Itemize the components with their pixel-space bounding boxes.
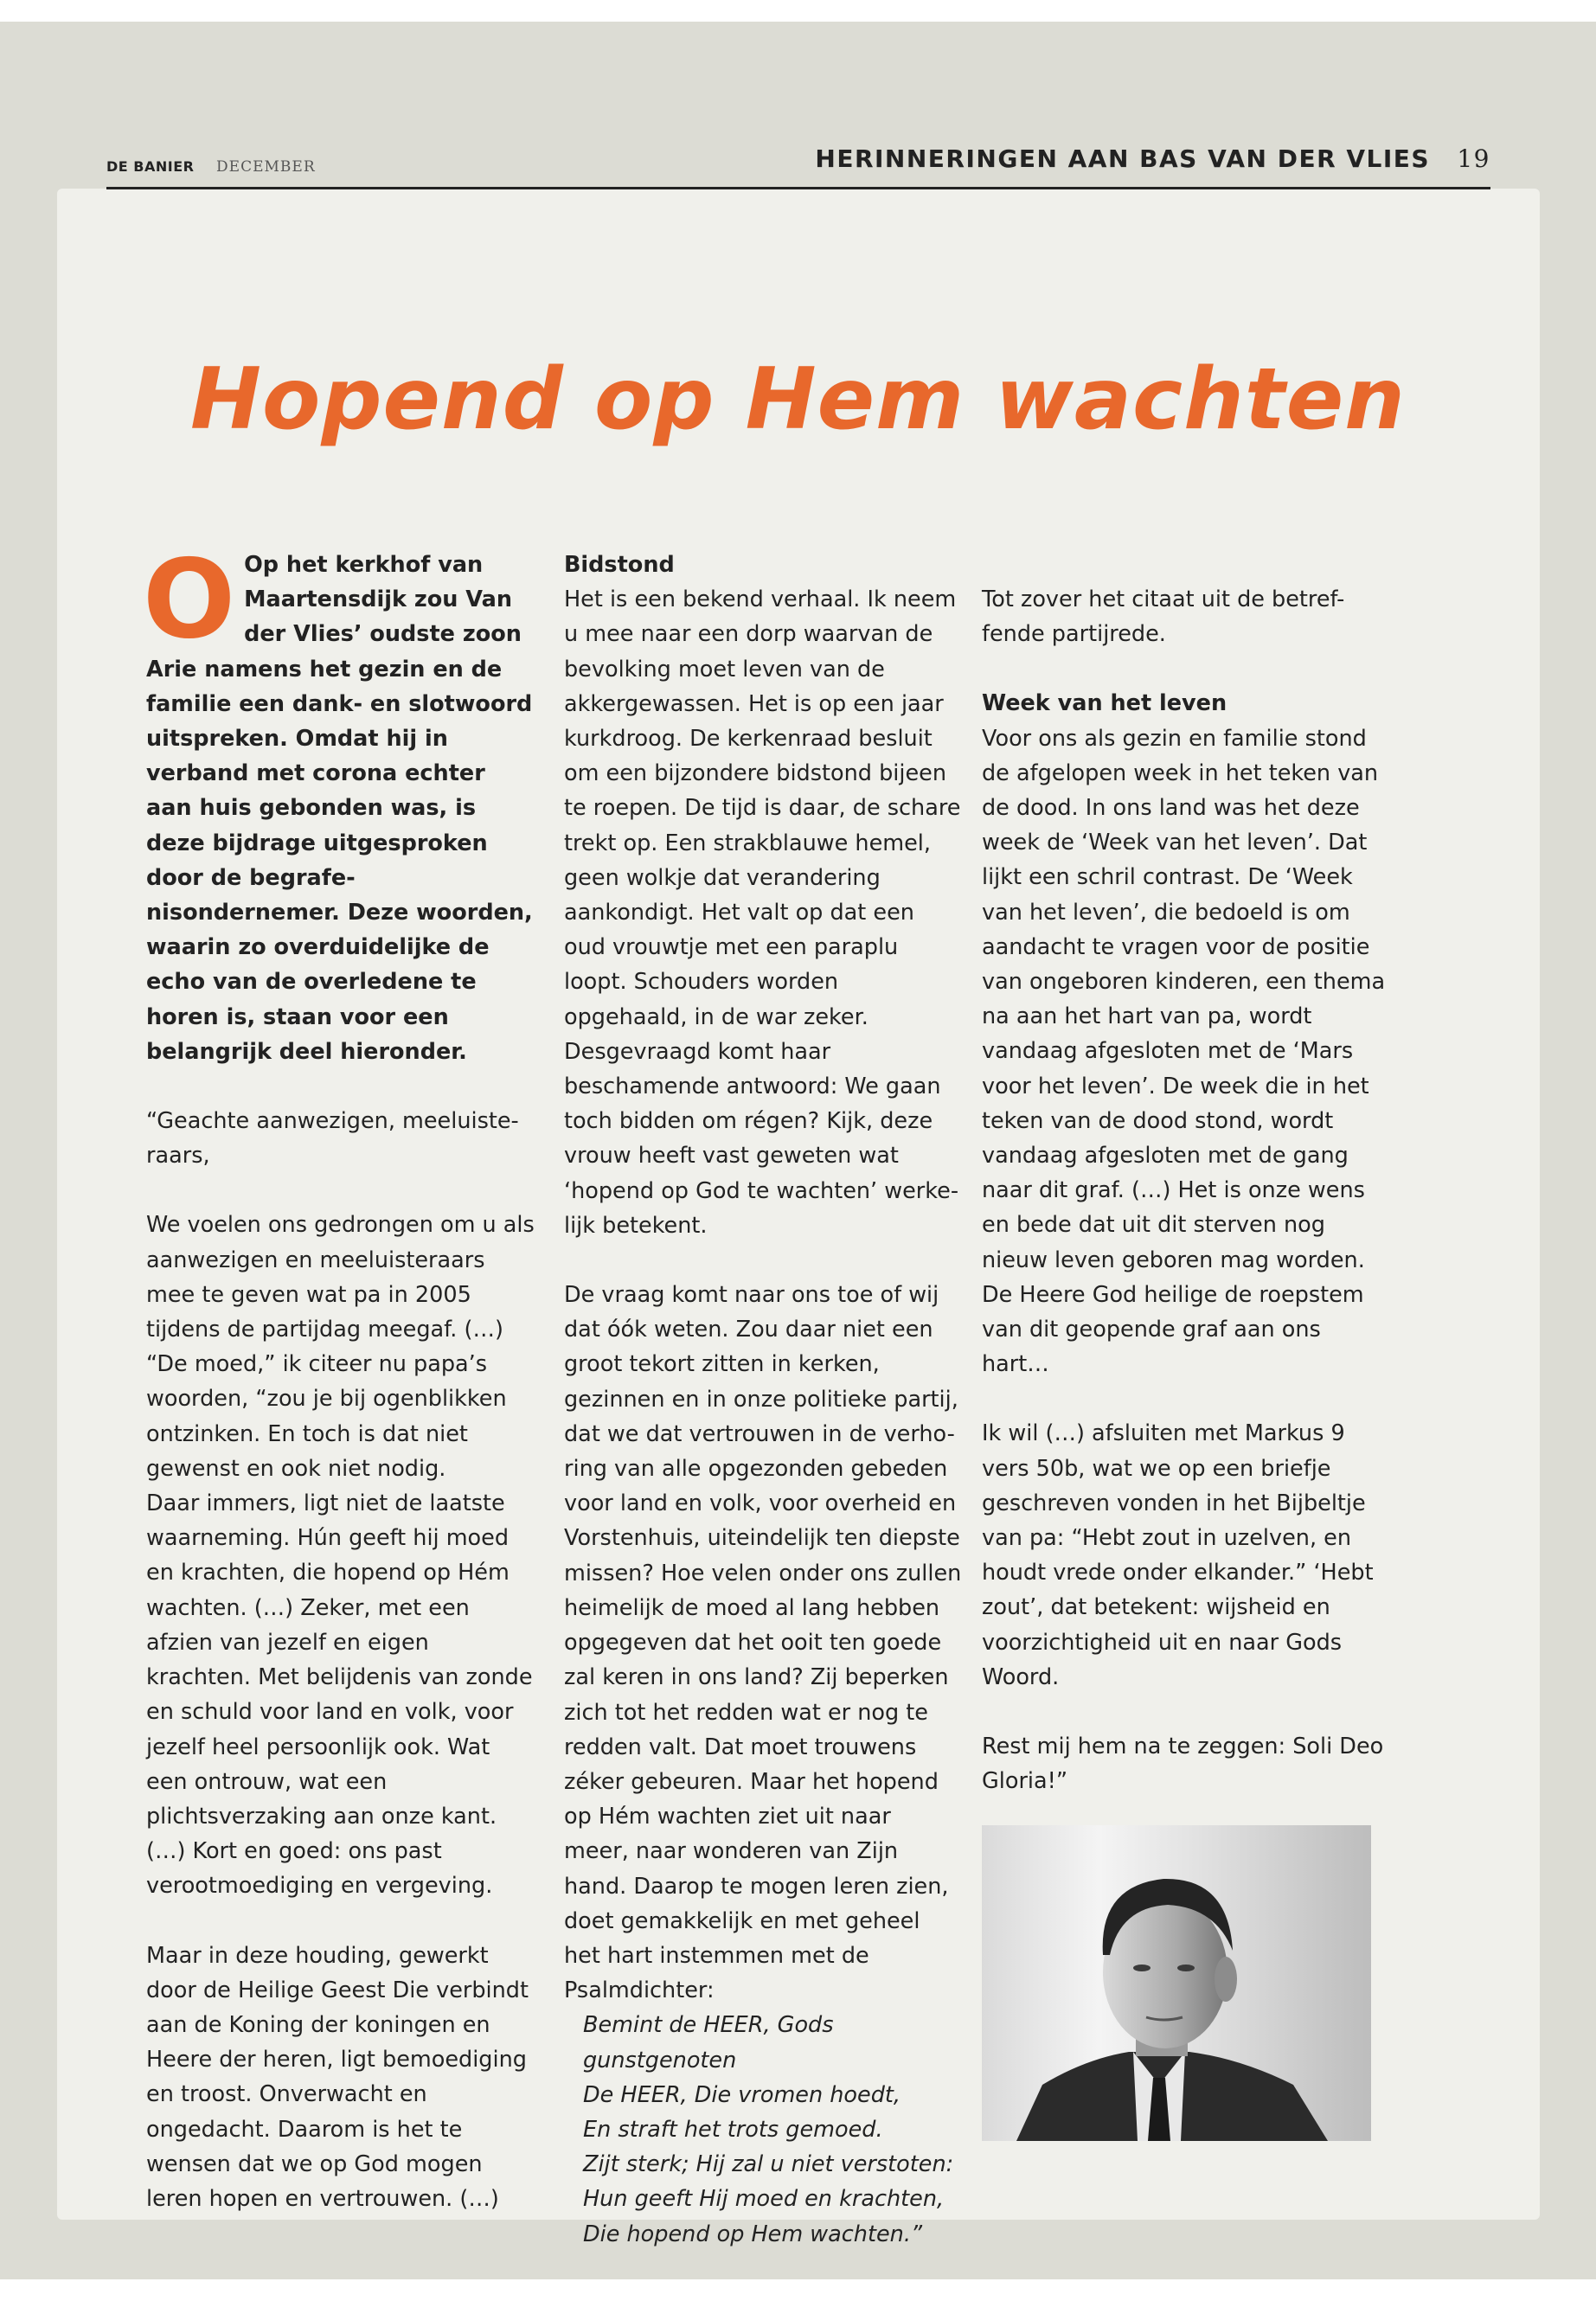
paragraph: Tot zover het citaat uit de betref-fende partijrede. — [982, 586, 1345, 648]
publication-name: DE BANIER — [106, 158, 195, 175]
section-title: HERINNERINGEN AAN BAS VAN DER VLIES — [815, 144, 1431, 173]
subheading-bidstond: Bidstond — [564, 552, 675, 578]
issue-month: DECEMBER — [216, 158, 316, 176]
header-divider — [106, 187, 1490, 189]
subheading-week-van-het-leven: Week van het leven — [982, 690, 1227, 717]
lead-paragraph: O Op het kerkhof van Maartensdijk zou Van der Vlies’ oudste zoon Arie namens het gezin en de familie een dank- en slotwoord uitspreken. Omdat hij in verband met corona echter aan huis gebonden was, is deze bijdrage uitgesproken door de begrafe-nisondernemer. Deze woorden, waarin zo overduidelijke de echo van de overledene te horen is, staan voor een belangrijk deel hieronder. — [143, 535, 533, 1065]
column-2 — [564, 548, 962, 2252]
paragraph: Rest mij hem na te zeggen: Soli Deo Gloria!” — [982, 1734, 1384, 1795]
column-3 — [982, 548, 1388, 1799]
article-title: Hopend op Hem wachten — [190, 350, 1406, 449]
column-1 — [143, 535, 537, 2216]
paragraph: Het is een bekend verhaal. Ik neem u mee naar een dorp waarvan de bevolking moet leven van de akkergewassen. Het is op een jaar kurkdroog. De kerkenraad besluit om een bijzondere bidstond bijeen te roepen. De tijd is daar, de schare trekt op. Een strakblauwe hemel, geen wolkje dat verandering aankondigt. Het valt op dat een oud vrouwtje met een paraplu loopt. Schouders worden opgehaald, in de war zeker. Desgevraagd komt haar beschamende antwoord: We gaan toch bidden om régen? Kijk, deze vrouw heeft vast geweten wat ‘hopend op God te wachten’ werke-lijk betekent. — [564, 586, 961, 1239]
paragraph: Maar in deze houding, gewerkt door de Heilige Geest Die verbindt aan de Koning der koningen en Heere der heren, ligt bemoediging en troost. Onverwacht en ongedacht. Daarom is het te wensen dat we op God mogen leren hopen en vertrouwen. (…) — [146, 1942, 529, 2212]
poem-line: En straft het trots gemoed. — [583, 2116, 883, 2143]
poem-line: De HEER, Die vromen hoedt, — [583, 2081, 901, 2108]
poem-line: Zijt sterk; Hij zal u niet verstoten: — [583, 2151, 954, 2178]
paragraph: Daar immers, ligt niet de laatste waarneming. Hún geeft hij moed en krachten, die hopend op Hém wachten. (…) Zeker, met een afzien van jezelf en eigen krachten. Met belijdenis van zonde en schuld voor land en volk, voor jezelf heel persoonlijk ook. Wat een ontrouw, wat een plichtsverzaking aan onze kant. (…) Kort en goed: ons past verootmoediging en vergeving. — [146, 1490, 533, 1900]
psalm-quote — [564, 2008, 962, 2251]
poem-line: Bemint de HEER, Gods gunstgenoten — [583, 2012, 834, 2073]
paragraph: “Geachte aanwezigen, meeluiste-raars, — [146, 1108, 519, 1170]
paragraph: Ik wil (…) afsluiten met Markus 9 vers 50b, wat we op een briefje geschreven vonden in het Bijbeltje van pa: “Hebt zout in uzelven, en houdt vrede onder elkander.” ‘Hebt zout’, dat betekent: wijsheid en voorzichtigheid uit en naar Gods Woord. — [982, 1420, 1374, 1690]
page-number: 19 — [1457, 144, 1490, 173]
paragraph: Voor ons als gezin en familie stond de afgelopen week in het teken van de dood. In ons land was het deze week de ‘Week van het leven’. Dat lijkt een schril contrast. De ‘Week van het leven’, die bedoeld is om aandacht te vragen voor de positie van ongeboren kinderen, een thema na aan het hart van pa, wordt vandaag afgesloten met de ‘Mars voor het leven’. De week die in het teken van de dood stond, wordt vandaag afgesloten met de gang naar dit graf. (…) Het is onze wens en bede dat uit dit sterven nog nieuw leven geboren mag worden. De Heere God heilige de roepstem van dit geopende graf aan ons hart… — [982, 725, 1386, 1378]
running-header-right — [815, 144, 1490, 173]
running-header-left — [106, 158, 316, 176]
poem-line: Die hopend op Hem wachten.” — [583, 2221, 923, 2247]
paragraph: We voelen ons gedrongen om u als aanwezigen en meeluisteraars mee te geven wat pa in 2005 tijdens de partijdag meegaf. (…) “De moed,” ik citeer nu papa’s woorden, “zou je bij ogenblikken ontzinken. En toch is dat niet gewenst en ook niet nodig. — [146, 1212, 535, 1482]
drop-cap: O — [143, 535, 236, 663]
poem-line: Hun geeft Hij moed en krachten, — [583, 2186, 945, 2213]
portrait-photo — [982, 1825, 1371, 2141]
paragraph: De vraag komt naar ons toe of wij dat óók weten. Zou daar niet een groot tekort zitten in kerken, gezinnen en in onze politieke partij, dat we dat vertrouwen in de verho-ring van alle opgezonden gebeden voor land en volk, voor overheid en Vorstenhuis, uiteindelijk ten diepste missen? Hoe velen onder ons zullen heimelijk de moed al lang hebben opgegeven dat het ooit ten goede zal keren in ons land? Zij beperken zich tot het redden wat er nog te redden valt. Dat moet trouwens zéker gebeuren. Maar het hopend op Hém wachten ziet uit naar meer, naar wonderen van Zijn hand. Daarop te mogen leren zien, doet gemakkelijk en met geheel het hart instemmen met de Psalmdichter: — [564, 1282, 962, 2004]
